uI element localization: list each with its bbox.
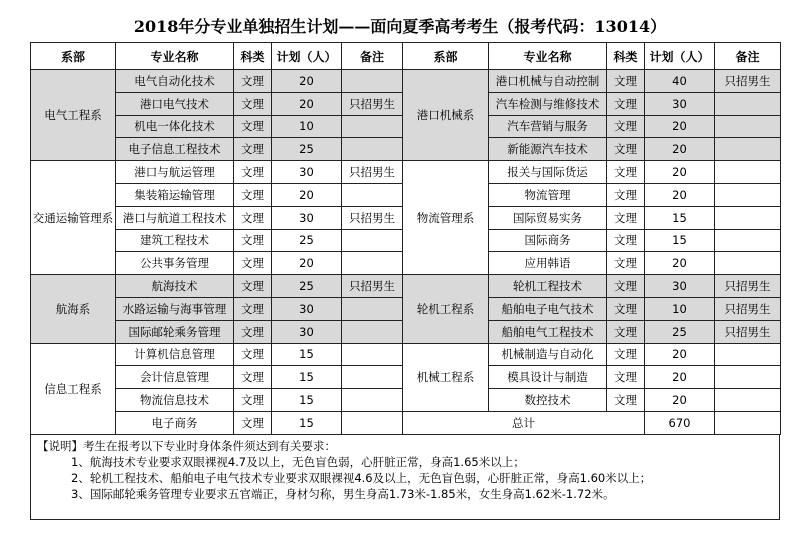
plan-sheet xyxy=(30,42,780,522)
right-major-cell: 报关与国际货运 xyxy=(489,161,607,184)
left-plan-cell: 25 xyxy=(272,275,342,298)
left-plan-cell: 15 xyxy=(272,389,342,412)
right-category-cell: 文理 xyxy=(607,70,645,93)
right-note-cell xyxy=(715,161,781,184)
notes-heading: 【说明】考生在报考以下专业时身体条件须达到有关要求： xyxy=(37,439,336,453)
left-category-cell: 文理 xyxy=(234,389,272,412)
table-row xyxy=(31,275,781,298)
right-major-cell: 汽车营销与服务 xyxy=(489,115,607,138)
notes-item-1: 1、航海技术专业要求双眼裸视4.7及以上，无色盲色弱，心肝脏正常，身高1.65米以上； xyxy=(71,455,525,469)
right-major-cell: 船舶电气工程技术 xyxy=(489,320,607,343)
notes-item-2: 2、轮机工程技术、船舶电子电气技术专业要求双眼裸视4.6及以上，无色盲色弱，心肝脏正常，身高1.60米以上； xyxy=(71,471,652,485)
right-note-cell: 只招男生 xyxy=(715,70,781,93)
left-category-cell: 文理 xyxy=(234,92,272,115)
right-category-cell: 文理 xyxy=(607,389,645,412)
left-plan-cell: 30 xyxy=(272,161,342,184)
left-plan-cell: 20 xyxy=(272,92,342,115)
right-dept-cell: 轮机工程系 xyxy=(403,275,489,343)
table-header-row xyxy=(31,43,781,70)
left-note-cell xyxy=(342,229,403,252)
left-note-cell xyxy=(342,138,403,161)
left-plan-cell: 15 xyxy=(272,411,342,434)
right-note-cell xyxy=(715,252,781,275)
right-note-cell xyxy=(715,389,781,412)
left-major-cell: 电子信息工程技术 xyxy=(116,138,234,161)
left-category-cell: 文理 xyxy=(234,411,272,434)
right-category-cell: 文理 xyxy=(607,206,645,229)
right-major-cell: 模具设计与制造 xyxy=(489,366,607,389)
left-category-cell: 文理 xyxy=(234,206,272,229)
right-category-cell: 文理 xyxy=(607,115,645,138)
right-major-cell: 机械制造与自动化 xyxy=(489,343,607,366)
left-note-cell xyxy=(342,320,403,343)
right-note-cell: 只招男生 xyxy=(715,320,781,343)
right-dept-cell: 港口机械系 xyxy=(403,70,489,161)
table-row xyxy=(31,343,781,366)
left-plan-cell: 20 xyxy=(272,70,342,93)
left-plan-cell: 30 xyxy=(272,320,342,343)
left-category-cell: 文理 xyxy=(234,297,272,320)
right-plan-cell: 20 xyxy=(645,161,715,184)
table-row xyxy=(31,411,781,434)
right-plan-cell: 10 xyxy=(645,297,715,320)
left-note-cell: 只招男生 xyxy=(342,206,403,229)
left-major-cell: 物流信息技术 xyxy=(116,389,234,412)
left-major-cell: 公共事务管理 xyxy=(116,252,234,275)
left-dept-cell: 电气工程系 xyxy=(31,70,116,161)
header-dept-left: 系部 xyxy=(31,43,116,70)
right-major-cell: 港口机械与自动控制 xyxy=(489,70,607,93)
right-note-cell xyxy=(715,366,781,389)
left-note-cell xyxy=(342,252,403,275)
right-note-cell: 只招男生 xyxy=(715,275,781,298)
total-note-empty xyxy=(715,411,781,434)
left-major-cell: 建筑工程技术 xyxy=(116,229,234,252)
notes-item-3: 3、国际邮轮乘务管理专业要求五官端正，身材匀称，男生身高1.73米-1.85米，女生身高1.62米-1.72米。 xyxy=(71,487,615,501)
left-category-cell: 文理 xyxy=(234,138,272,161)
right-major-cell: 船舶电子电气技术 xyxy=(489,297,607,320)
left-note-cell xyxy=(342,183,403,206)
left-plan-cell: 10 xyxy=(272,115,342,138)
left-category-cell: 文理 xyxy=(234,115,272,138)
total-label: 总计 xyxy=(403,411,645,434)
left-note-cell: 只招男生 xyxy=(342,161,403,184)
right-category-cell: 文理 xyxy=(607,229,645,252)
left-major-cell: 国际邮轮乘务管理 xyxy=(116,320,234,343)
right-plan-cell: 15 xyxy=(645,229,715,252)
right-category-cell: 文理 xyxy=(607,275,645,298)
left-dept-cell: 航海系 xyxy=(31,275,116,343)
right-plan-cell: 20 xyxy=(645,343,715,366)
left-major-cell: 集装箱运输管理 xyxy=(116,183,234,206)
right-major-cell: 物流管理 xyxy=(489,183,607,206)
header-plan-left: 计划（人） xyxy=(272,43,342,70)
left-note-cell: 只招男生 xyxy=(342,275,403,298)
right-major-cell: 轮机工程技术 xyxy=(489,275,607,298)
left-category-cell: 文理 xyxy=(234,252,272,275)
header-note-left: 备注 xyxy=(342,43,403,70)
left-major-cell: 计算机信息管理 xyxy=(116,343,234,366)
right-note-cell xyxy=(715,229,781,252)
left-major-cell: 电子商务 xyxy=(116,411,234,434)
left-note-cell xyxy=(342,115,403,138)
left-plan-cell: 25 xyxy=(272,138,342,161)
left-major-cell: 水路运输与海事管理 xyxy=(116,297,234,320)
right-major-cell: 新能源汽车技术 xyxy=(489,138,607,161)
left-plan-cell: 15 xyxy=(272,366,342,389)
left-note-cell xyxy=(342,389,403,412)
right-category-cell: 文理 xyxy=(607,320,645,343)
right-category-cell: 文理 xyxy=(607,366,645,389)
table-row xyxy=(31,161,781,184)
right-note-cell xyxy=(715,138,781,161)
right-category-cell: 文理 xyxy=(607,92,645,115)
header-category-left: 科类 xyxy=(234,43,272,70)
left-major-cell: 港口与航运管理 xyxy=(116,161,234,184)
right-category-cell: 文理 xyxy=(607,161,645,184)
header-major-right: 专业名称 xyxy=(489,43,607,70)
left-note-cell xyxy=(342,70,403,93)
header-note-right: 备注 xyxy=(715,43,781,70)
right-major-cell: 汽车检测与维修技术 xyxy=(489,92,607,115)
right-note-cell xyxy=(715,206,781,229)
left-plan-cell: 20 xyxy=(272,183,342,206)
header-major-left: 专业名称 xyxy=(116,43,234,70)
right-plan-cell: 30 xyxy=(645,92,715,115)
left-category-cell: 文理 xyxy=(234,70,272,93)
right-major-cell: 国际商务 xyxy=(489,229,607,252)
header-dept-right: 系部 xyxy=(403,43,489,70)
right-category-cell: 文理 xyxy=(607,343,645,366)
left-dept-cell: 交通运输管理系 xyxy=(31,161,116,275)
left-plan-cell: 15 xyxy=(272,343,342,366)
right-plan-cell: 20 xyxy=(645,138,715,161)
left-major-cell: 港口电气技术 xyxy=(116,92,234,115)
right-plan-cell: 20 xyxy=(645,366,715,389)
header-category-right: 科类 xyxy=(607,43,645,70)
right-major-cell: 应用韩语 xyxy=(489,252,607,275)
header-plan-right: 计划（人） xyxy=(645,43,715,70)
right-plan-cell: 20 xyxy=(645,183,715,206)
right-note-cell xyxy=(715,183,781,206)
left-plan-cell: 30 xyxy=(272,297,342,320)
table-row xyxy=(31,70,781,93)
left-note-cell xyxy=(342,366,403,389)
left-plan-cell: 30 xyxy=(272,206,342,229)
right-note-cell xyxy=(715,92,781,115)
total-value: 670 xyxy=(645,411,715,434)
right-dept-cell: 机械工程系 xyxy=(403,343,489,411)
left-major-cell: 会计信息管理 xyxy=(116,366,234,389)
left-major-cell: 电气自动化技术 xyxy=(116,70,234,93)
left-category-cell: 文理 xyxy=(234,320,272,343)
admission-plan-table xyxy=(30,42,781,435)
left-category-cell: 文理 xyxy=(234,275,272,298)
right-category-cell: 文理 xyxy=(607,138,645,161)
right-category-cell: 文理 xyxy=(607,252,645,275)
right-plan-cell: 25 xyxy=(645,320,715,343)
left-category-cell: 文理 xyxy=(234,229,272,252)
right-note-cell xyxy=(715,343,781,366)
right-plan-cell: 20 xyxy=(645,389,715,412)
right-note-cell: 只招男生 xyxy=(715,297,781,320)
right-dept-cell: 物流管理系 xyxy=(403,161,489,275)
left-major-cell: 机电一体化技术 xyxy=(116,115,234,138)
right-plan-cell: 40 xyxy=(645,70,715,93)
notes-box xyxy=(30,434,780,520)
left-plan-cell: 25 xyxy=(272,229,342,252)
right-category-cell: 文理 xyxy=(607,183,645,206)
right-plan-cell: 20 xyxy=(645,115,715,138)
table-body xyxy=(31,70,781,435)
left-major-cell: 港口与航道工程技术 xyxy=(116,206,234,229)
right-plan-cell: 30 xyxy=(645,275,715,298)
left-note-cell xyxy=(342,297,403,320)
right-category-cell: 文理 xyxy=(607,297,645,320)
right-major-cell: 国际贸易实务 xyxy=(489,206,607,229)
page-title: 2018年分专业单独招生计划——面向夏季高考考生（报考代码：13014） xyxy=(133,17,667,36)
left-major-cell: 航海技术 xyxy=(116,275,234,298)
left-note-cell xyxy=(342,343,403,366)
left-note-cell xyxy=(342,411,403,434)
left-dept-cell: 信息工程系 xyxy=(31,343,116,434)
left-category-cell: 文理 xyxy=(234,366,272,389)
left-category-cell: 文理 xyxy=(234,183,272,206)
left-category-cell: 文理 xyxy=(234,343,272,366)
right-note-cell xyxy=(715,115,781,138)
right-plan-cell: 20 xyxy=(645,252,715,275)
left-category-cell: 文理 xyxy=(234,161,272,184)
right-plan-cell: 15 xyxy=(645,206,715,229)
left-plan-cell: 20 xyxy=(272,252,342,275)
right-major-cell: 数控技术 xyxy=(489,389,607,412)
left-note-cell: 只招男生 xyxy=(342,92,403,115)
